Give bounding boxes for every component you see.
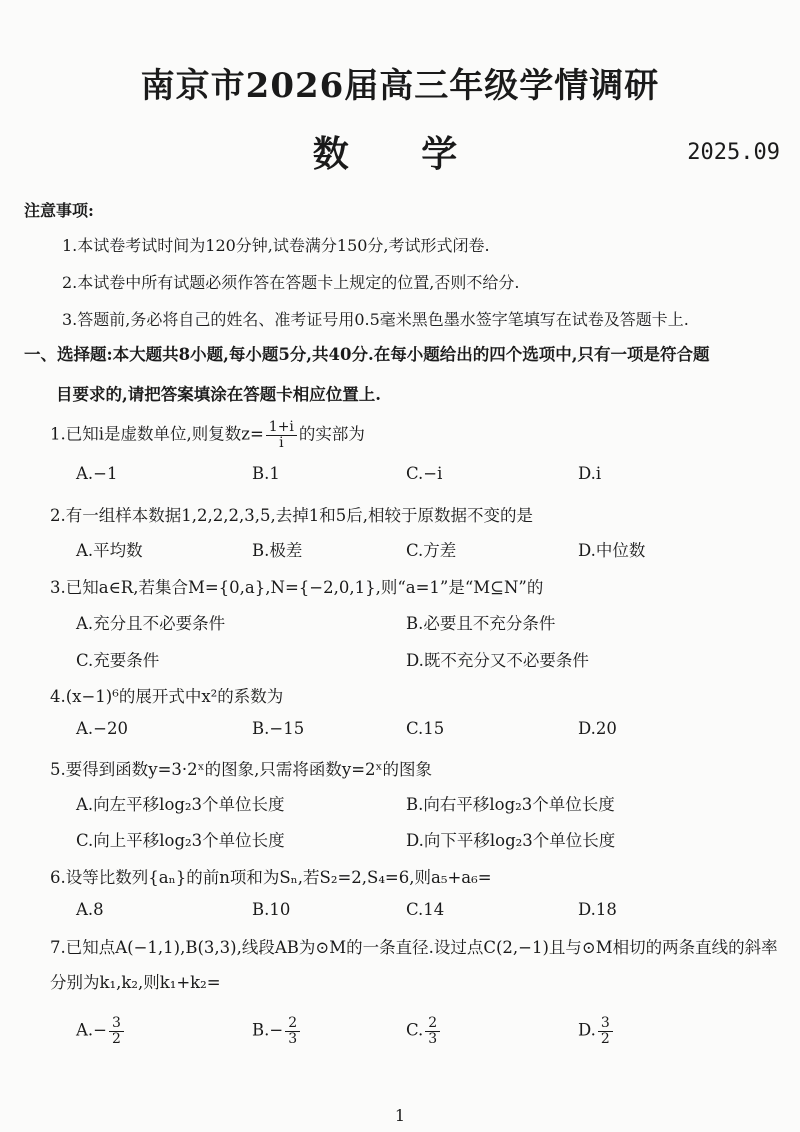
q4-option-b: B.−15 (252, 719, 305, 738)
question-1-pre: 1.已知i是虚数单位,则复数z= (50, 424, 264, 444)
q2-option-d: D.中位数 (578, 541, 646, 560)
q2-option-c: C.方差 (406, 541, 457, 560)
q7-option-a (76, 1016, 126, 1046)
exam-subject: 数 学 (312, 133, 488, 175)
q1-option-c: C.−i (406, 464, 443, 483)
option-fraction (598, 1016, 613, 1046)
question-1 (50, 420, 365, 450)
fraction-denominator: 3 (428, 1030, 438, 1047)
q2-option-a: A.平均数 (76, 541, 143, 560)
notice-item-2: 2.本试卷中所有试题必须作答在答题卡上规定的位置,否则不给分. (62, 273, 520, 292)
q7-option-d (578, 1016, 615, 1046)
fraction-numerator: 1+i (266, 420, 297, 436)
fraction-denominator: 2 (112, 1030, 121, 1047)
fraction-numerator: 3 (598, 1016, 613, 1032)
option-prefix: B.− (252, 1020, 284, 1040)
question-4: 4.(x−1)⁶的展开式中x²的系数为 (50, 687, 284, 706)
q5-option-a: A.向左平移log₂3个单位长度 (76, 795, 285, 814)
q5-option-b: B.向右平移log₂3个单位长度 (406, 795, 615, 814)
notice-item-3: 3.答题前,务必将自己的姓名、准考证号用0.5毫米黑色墨水签字笔填写在试卷及答题卡上. (62, 310, 689, 329)
option-fraction (425, 1016, 440, 1046)
q4-option-c: C.15 (406, 719, 445, 738)
q6-option-c: C.14 (406, 900, 445, 919)
question-6: 6.设等比数列{aₙ}的前n项和为Sₙ,若S₂=2,S₄=6,则a₅+a₆= (50, 868, 492, 887)
q1-option-d: D.i (578, 464, 602, 483)
q3-option-a: A.充分且不必要条件 (76, 614, 226, 633)
question-3: 3.已知a∈R,若集合M={0,a},N={−2,0,1},则“a=1”是“M⊆N”的 (50, 578, 544, 597)
q1-option-a: A.−1 (76, 464, 118, 483)
fraction-numerator: 2 (425, 1016, 440, 1032)
q4-option-d: D.20 (578, 719, 617, 738)
q3-option-d: D.既不充分又不必要条件 (406, 651, 589, 670)
question-1-fraction (266, 420, 297, 450)
q7-option-c (406, 1016, 442, 1046)
q3-option-c: C.充要条件 (76, 651, 160, 670)
fraction-denominator: 2 (600, 1030, 610, 1047)
option-prefix: A.− (76, 1020, 107, 1040)
option-prefix: C. (406, 1020, 424, 1040)
q7-option-b (252, 1016, 302, 1046)
q1-option-b: B.1 (252, 464, 280, 483)
option-fraction (285, 1016, 300, 1046)
fraction-numerator: 3 (109, 1016, 124, 1032)
q5-option-d: D.向下平移log₂3个单位长度 (406, 831, 616, 850)
section-heading-line2: 目要求的,请把答案填涂在答题卡相应位置上. (56, 385, 381, 404)
exam-date: 2025.09 (687, 140, 780, 165)
q6-option-d: D.18 (578, 900, 617, 919)
question-2: 2.有一组样本数据1,2,2,2,3,5,去掉1和5后,相较于原数据不变的是 (50, 506, 533, 525)
option-fraction (109, 1016, 124, 1046)
q2-option-b: B.极差 (252, 541, 303, 560)
notice-item-1: 1.本试卷考试时间为120分钟,试卷满分150分,考试形式闭卷. (62, 236, 490, 255)
q3-option-b: B.必要且不充分条件 (406, 614, 556, 633)
option-prefix: D. (578, 1020, 596, 1040)
q6-option-a: A.8 (76, 900, 104, 919)
question-5: 5.要得到函数y=3·2ˣ的图象,只需将函数y=2ˣ的图象 (50, 760, 433, 779)
page-number: 1 (394, 1106, 406, 1125)
q5-option-c: C.向上平移log₂3个单位长度 (76, 831, 285, 850)
fraction-denominator: i (279, 434, 284, 451)
question-1-post: 的实部为 (298, 424, 365, 444)
q4-option-a: A.−20 (76, 719, 128, 738)
fraction-denominator: 3 (288, 1030, 298, 1047)
section-heading (24, 335, 794, 415)
question-7: 7.已知点A(−1,1),B(3,3),线段AB为⊙M的一条直径.设过点C(2,−1)且与⊙M相切的两条直线的斜率分别为k₁,k₂,则k₁+k₂= (50, 938, 778, 992)
q6-option-b: B.10 (252, 900, 291, 919)
fraction-numerator: 2 (285, 1016, 300, 1032)
exam-title: 南京市2026届高三年级学情调研 (140, 66, 660, 106)
section-heading-line1: 一、选择题:本大题共8小题,每小题5分,共40分.在每小题给出的四个选项中,只有一项是符合题 (24, 345, 710, 364)
notice-heading: 注意事项: (24, 201, 94, 220)
